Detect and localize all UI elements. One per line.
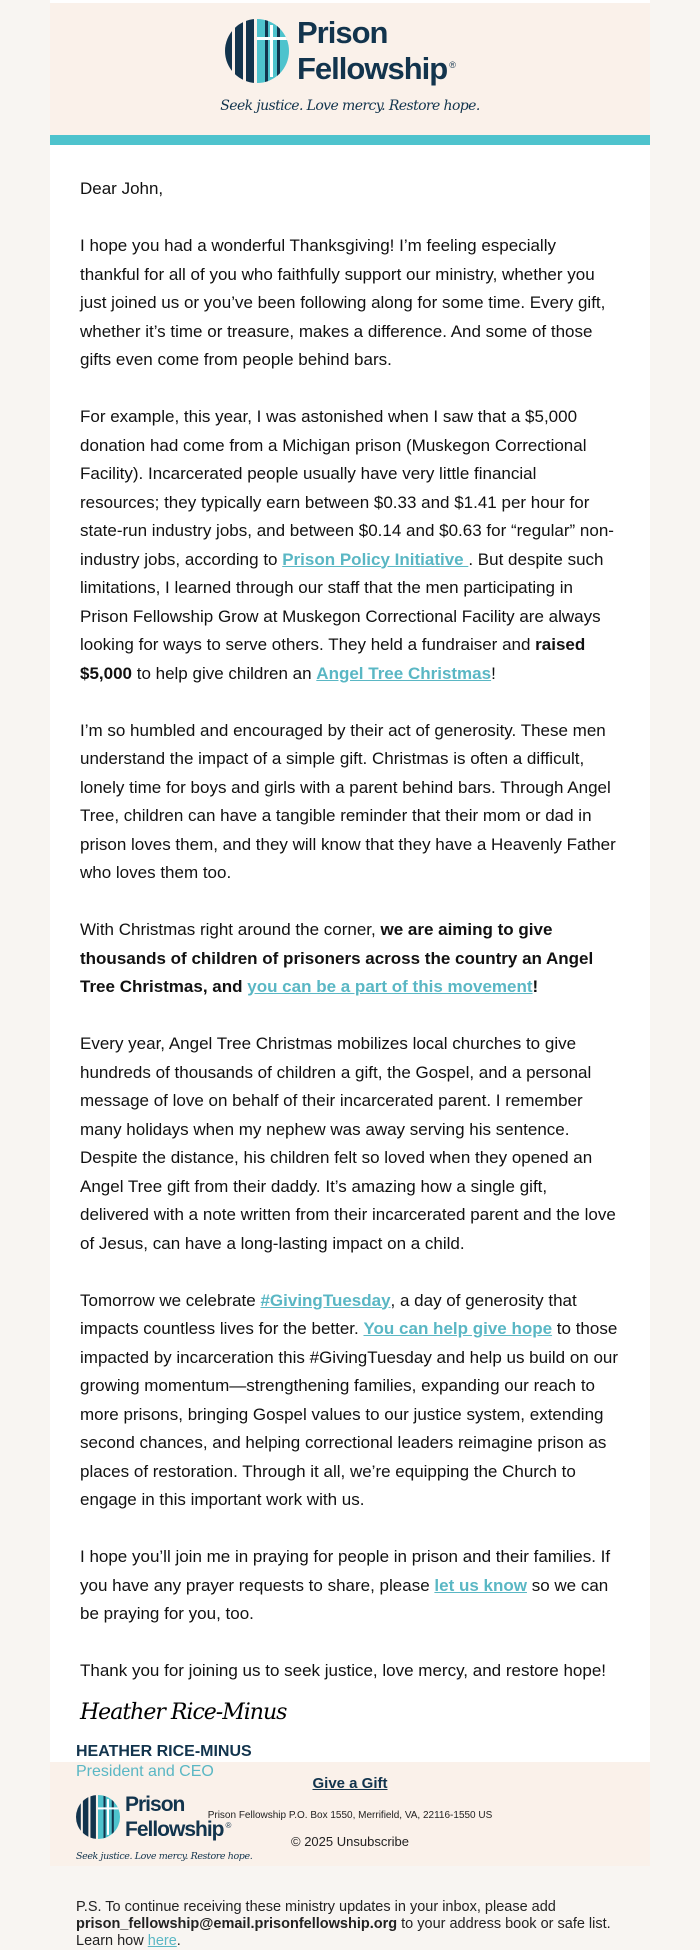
be-part-of-movement-link[interactable]: you can be a part of this movement: [247, 977, 533, 996]
learn-how-here-link[interactable]: here: [147, 1932, 177, 1949]
text: !: [491, 663, 496, 683]
registered-mark: ®: [449, 60, 456, 70]
postscript: [76, 1899, 620, 1950]
prison-fellowship-logo[interactable]: [225, 15, 456, 87]
text: so we can be praying for you, too.: [80, 1575, 609, 1623]
email-header: [50, 0, 650, 135]
paragraph-7: [80, 1543, 620, 1629]
text: .: [176, 1932, 181, 1949]
signer-title: President and CEO: [76, 1762, 214, 1780]
logo-line1: Prison: [125, 1792, 185, 1816]
paragraph-6: [80, 1287, 620, 1515]
sender-email: prison_fellowship@email.prisonfellowship.org: [76, 1915, 398, 1932]
bold-text: raised $5,000: [80, 635, 586, 683]
greeting: Dear John,: [80, 179, 164, 198]
let-us-know-link[interactable]: let us know: [434, 1575, 527, 1595]
text: P.S. To continue receiving these ministry updates in your inbox, please add: [76, 1898, 556, 1915]
bold-text: we are aiming to give thousands of children of prisoners across the country an Angel Tree Christmas, and: [80, 920, 594, 996]
logo-bars-cross-icon: [225, 19, 289, 83]
signer-name: HEATHER RICE-MINUS: [76, 1742, 252, 1760]
text: With Christmas right around the corner,: [80, 920, 381, 939]
email: [50, 0, 650, 1949]
mailing-address: Prison Fellowship P.O. Box 1550, Merrifield, VA, 22116-1550 US: [207, 1810, 493, 1821]
copyright: © 2025: [291, 1834, 337, 1849]
logo-line2: Fellowship: [297, 51, 448, 86]
paragraph-2: [80, 403, 620, 688]
tagline: Seek justice. Love mercy. Restore hope.: [220, 98, 480, 114]
text: . But despite such limitations, I learned through our staff that the men participating in Prison Fellowship Grow at Muskegon Correctional Facility are always looking for ways to serve others. They held a fundraiser and: [80, 549, 604, 654]
prison-policy-link[interactable]: Prison Policy Initiative: [282, 549, 469, 569]
giving-tuesday-link[interactable]: #GivingTuesday: [260, 1290, 391, 1310]
registered-mark: ®: [225, 1820, 232, 1830]
paragraph-4: [80, 916, 620, 1002]
text: to those impacted by incarceration this #GivingTuesday and help us build on our growing momentum—strengthening families, expanding our reach to more prisons, bringing Gospel values to our justice system, extending second chances, and helping correctional leaders reimagine prison as places of restoration. Through it all, we’re equipping the Church to engage in this important work with us.: [80, 1319, 619, 1509]
footer-tagline: Seek justice. Love mercy. Restore hope.: [76, 1850, 253, 1862]
text: For example, this year, I was astonished when I saw that a $5,000 donation had come from a Michigan prison (Muskegon Correctional Facility). Incarcerated people usually have very little financial resources; they typically earn between $0.33 and $1.41 per hour for state-run industry jobs, and between $0.14 and $0.63 for “regular” non-industry jobs, according to: [80, 407, 614, 569]
signature-image: Heather Rice-Minus: [80, 1699, 287, 1725]
angel-tree-christmas-link[interactable]: Angel Tree Christmas: [316, 663, 492, 683]
text: Tomorrow we celebrate: [80, 1290, 261, 1310]
text: to help give children an: [132, 663, 317, 683]
paragraph-5: Every year, Angel Tree Christmas mobilizes local churches to give hundreds of thousands of children a gift, the Gospel, and a personal message of love on behalf of their incarcerated parent. I remember many holidays when my nephew was away serving his sentence. Despite the distance, his children felt so loved when they opened an Angel Tree gift from their daddy. It’s amazing how a single gift, delivered with a note written from their incarcerated parent and the love of Jesus, can have a long-lasting impact on a child.: [80, 1034, 616, 1253]
paragraph-8: Thank you for joining us to seek justice, love mercy, and restore hope!: [80, 1661, 607, 1680]
logo-line1: Prison: [297, 15, 388, 50]
text: , a day of generosity that impacts countless lives for the better.: [80, 1290, 577, 1338]
paragraph-3: I’m so humbled and encouraged by their act of generosity. These men understand the impact of a simple gift. Christmas is often a difficult, lonely time for boys and girls with a parent behind bars. Through Angel Tree, children can have a tangible reminder that their mom or dad in prison loves them, and they will know that they have a Heavenly Father who loves them too.: [80, 720, 616, 882]
text: I hope you’ll join me in praying for people in prison and their families. If you have any prayer requests to share, please: [80, 1547, 611, 1595]
paragraph-1: I hope you had a wonderful Thanksgiving! I’m feeling especially thankful for all of you who faithfully support our ministry, whether you just joined us or you’ve been following along for some time. Every gift, whether it’s time or treasure, makes a difference. And some of those gifts even come from people behind bars.: [80, 236, 606, 369]
text: !: [532, 977, 539, 996]
logo-bars-cross-icon: [76, 1795, 120, 1839]
give-a-gift-link[interactable]: Give a Gift: [312, 1775, 388, 1792]
teal-divider: [50, 135, 650, 145]
unsubscribe-link[interactable]: Unsubscribe: [336, 1834, 409, 1849]
help-give-hope-link[interactable]: You can help give hope: [363, 1319, 553, 1338]
logo-line2: Fellowship: [125, 1817, 224, 1841]
text: to your address book or safe list. Learn how: [76, 1915, 611, 1949]
